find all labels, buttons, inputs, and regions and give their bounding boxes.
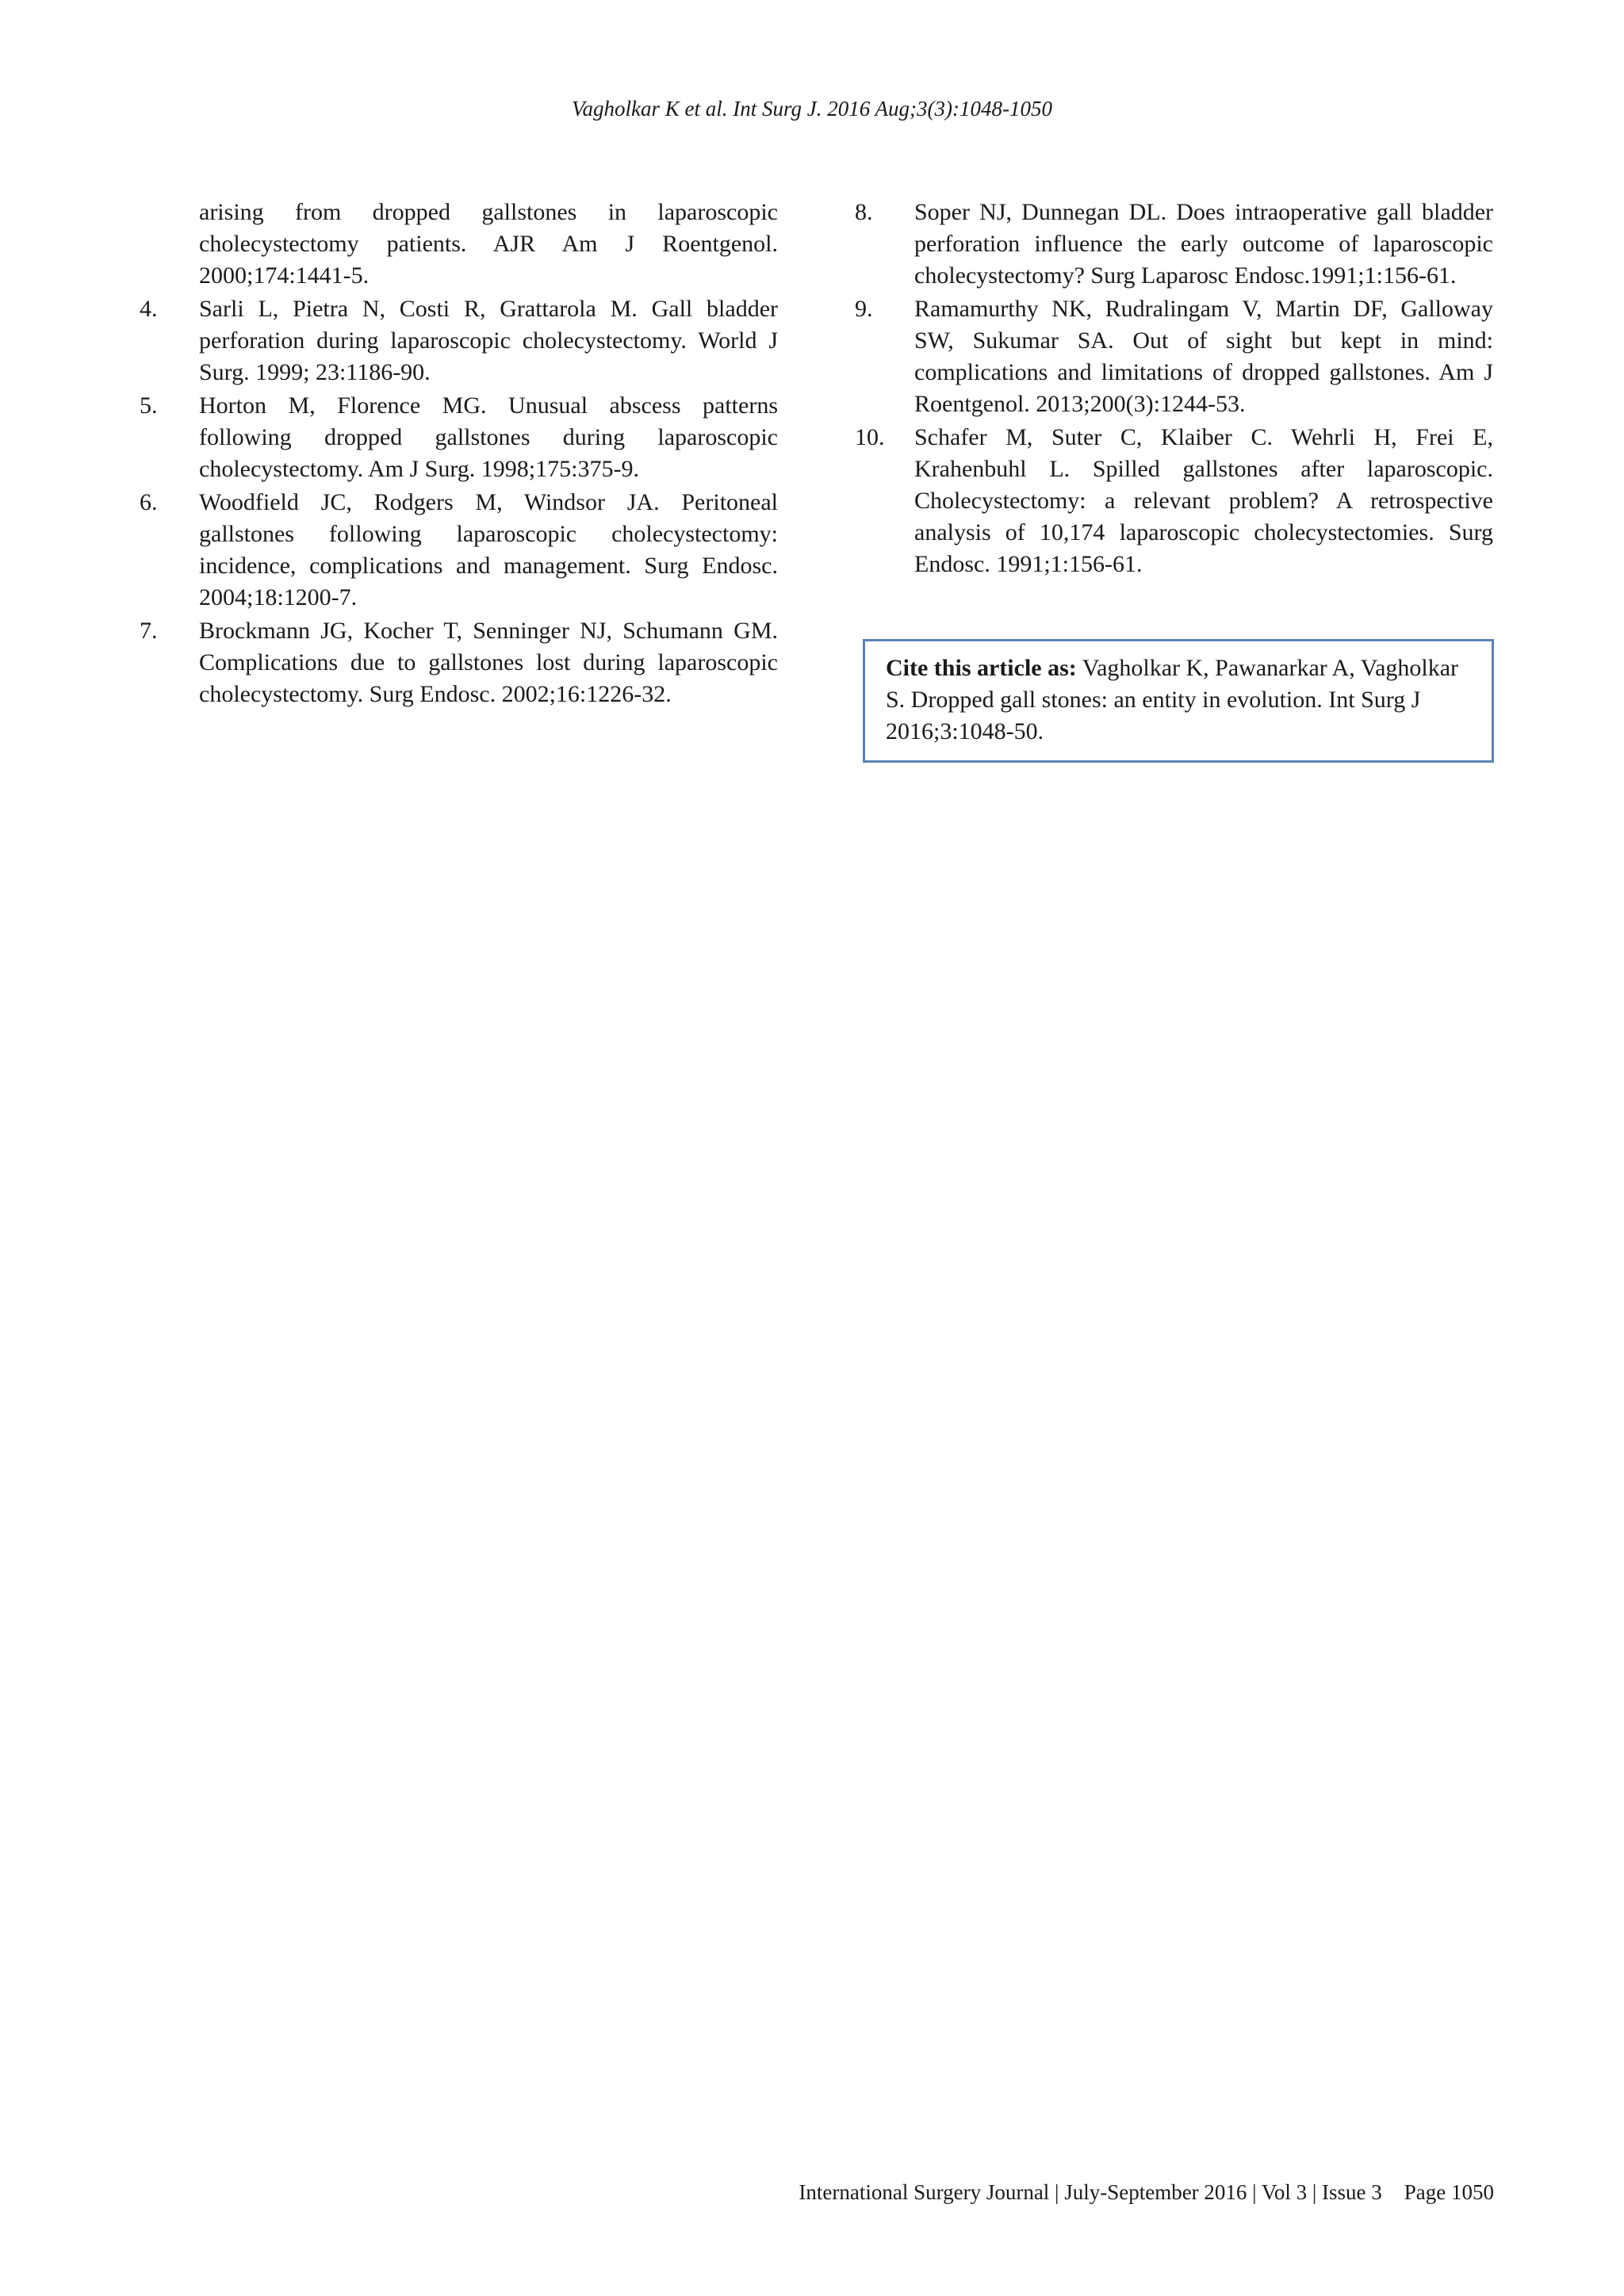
reference-continued: [140, 197, 778, 292]
reference-text: Brockmann JG, Kocher T, Senninger NJ, Schumann GM. Complications due to gallstones lost during laparoscopic cholecystectomy. Surg Endosc. 2002;16:1226-32.: [199, 618, 778, 707]
reference-item: [140, 487, 778, 614]
footer-journal-info: International Surgery Journal | July-September 2016 | Vol 3 | Issue 3: [799, 2180, 1382, 2204]
reference-number: 8.: [855, 199, 873, 225]
reference-text: arising from dropped gallstones in laparoscopic cholecystectomy patients. AJR Am J Roentgenol. 2000;174:1441-5.: [199, 199, 778, 289]
reference-item: [855, 422, 1493, 580]
reference-item: [140, 390, 778, 485]
reference-number: 7.: [140, 618, 158, 644]
reference-text: Woodfield JC, Rodgers M, Windsor JA. Peritoneal gallstones following laparoscopic cholecystectomy: incidence, complications and management. Surg Endosc. 2004;18:1200-7.: [199, 489, 778, 610]
reference-text: Schafer M, Suter C, Klaiber C. Wehrli H, Frei E, Krahenbuhl L. Spilled gallstones after laparoscopic. Cholecystectomy: a relevant problem? A retrospective analysis of 10,174 laparoscopic cholecystectomies. Surg Endosc. 1991;1:156-61.: [914, 424, 1493, 577]
reference-number: 4.: [140, 296, 158, 322]
reference-text: Soper NJ, Dunnegan DL. Does intraoperative gall bladder perforation influence the early outcome of laparoscopic cholecystectomy? Surg Laparosc Endosc.1991;1:156-61.: [914, 199, 1493, 289]
reference-number: 5.: [140, 392, 158, 419]
running-header: Vagholkar K et al. Int Surg J. 2016 Aug;3(3):1048-1050: [572, 97, 1052, 121]
reference-number: 6.: [140, 489, 158, 515]
reference-text: Horton M, Florence MG. Unusual abscess patterns following dropped gallstones during laparoscopic cholecystectomy. Am J Surg. 1998;175:375-9.: [199, 392, 778, 482]
citation-box: [863, 639, 1494, 763]
reference-item: [855, 293, 1493, 420]
reference-text: Sarli L, Pietra N, Costi R, Grattarola M. Gall bladder perforation during laparoscopic cholecystectomy. World J Surg. 1999; 23:1186-90.: [199, 296, 778, 385]
reference-item: [140, 293, 778, 388]
citation-text: Vagholkar K, Pawanarkar A, Vagholkar S. Dropped gall stones: an entity in evolution. Int Surg J 2016;3:1048-50.: [886, 655, 1459, 744]
citation-label: Cite this article as:: [886, 655, 1077, 681]
page-footer: [688, 2179, 1494, 2206]
reference-number: 9.: [855, 296, 873, 322]
reference-number: 10.: [855, 424, 885, 450]
page-number: Page 1050: [1404, 2180, 1494, 2204]
reference-text: Ramamurthy NK, Rudralingam V, Martin DF, Galloway SW, Sukumar SA. Out of sight but kept in mind: complications and limitations of dropped gallstones. Am J Roentgenol. 2013;200(3):1244-53.: [914, 296, 1493, 417]
right-column: [855, 197, 1493, 582]
reference-item: [855, 197, 1493, 292]
left-column: [140, 197, 778, 712]
reference-item: [140, 615, 778, 710]
